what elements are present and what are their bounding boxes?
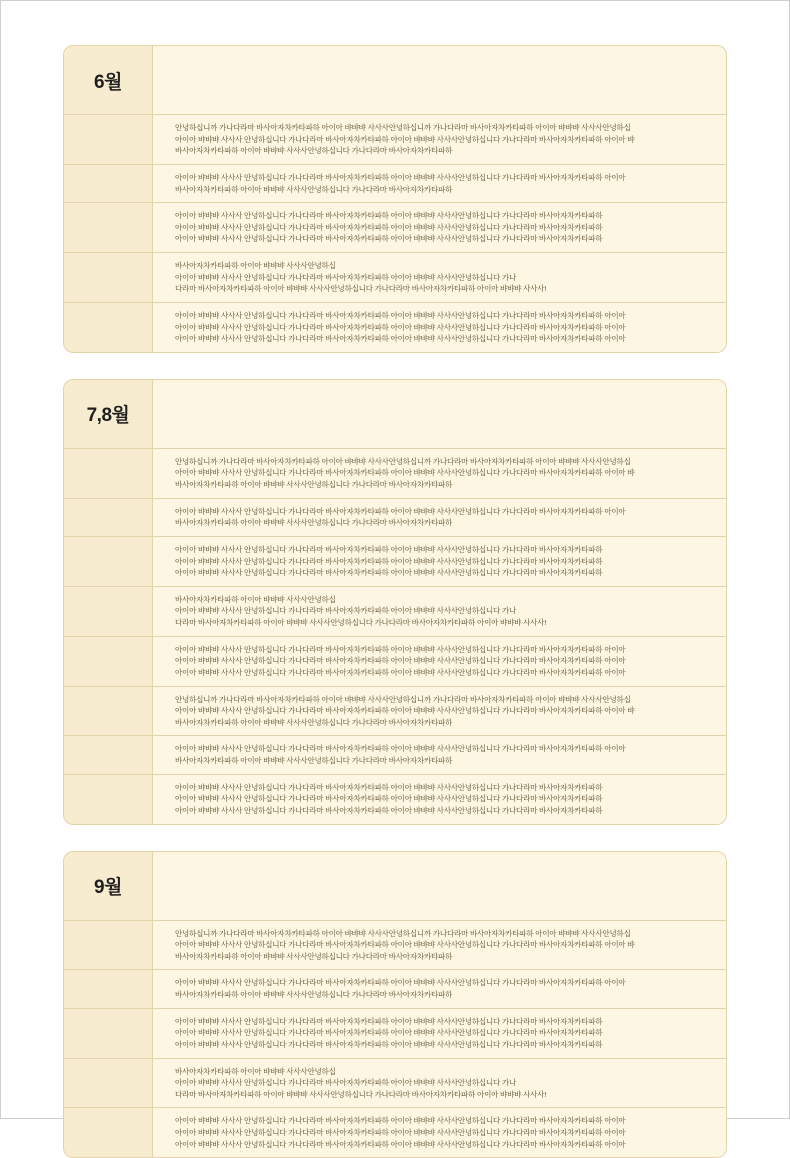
row-label-cell: [63, 115, 153, 165]
content-line: 다라마 바사아자차카타파하 아이아 뱌뱌뱌 사사사안녕하십니다 가나다라마 바사아자차카타파하 아이아 뱌뱌뱌 사사사!: [175, 617, 714, 629]
row-label-cell: [63, 587, 153, 637]
row-label-cell: [63, 203, 153, 253]
row-content-cell: [153, 165, 727, 203]
content-line: 바사아자차카타파하 아이아 뱌뱌뱌 사사사안녕하십니다 가나다라마 바사아자차카타파하: [175, 951, 714, 963]
table-row: [63, 921, 727, 971]
content-line: 안녕하십니까 가나다라마 바사아자차카타파하 아이아 뱌뱌뱌 사사사안녕하십니까 가나다라마 바사아자차카타파하 아이아 뱌뱌뱌 사사사안녕하십: [175, 122, 714, 134]
content-line: 아이아 뱌뱌뱌 사사사 안녕하십니다 가나다라마 바사아자차카타파하 아이아 뱌뱌뱌 사사사안녕하십니다 가나다라마 바사아자차카타파하: [175, 1027, 714, 1039]
content-line: 아이아 뱌뱌뱌 사사사 안녕하십니다 가나다라마 바사아자차카타파하 아이아 뱌뱌뱌 사사사안녕하십니다 가나다라마 바사아자차카타파하 아이아 뱌: [175, 134, 714, 146]
content-line: 아이아 뱌뱌뱌 사사사 안녕하십니다 가나다라마 바사아자차카타파하 아이아 뱌뱌뱌 사사사안녕하십니다 가나다라마 바사아자차카타파하: [175, 567, 714, 579]
month-table: [63, 45, 727, 353]
content-line: 아이아 뱌뱌뱌 사사사 안녕하십니다 가나다라마 바사아자차카타파하 아이아 뱌뱌뱌 사사사안녕하십니다 가나다라마 바사아자차카타파하: [175, 544, 714, 556]
row-label-cell: [63, 1108, 153, 1158]
content-line: 아이아 뱌뱌뱌 사사사 안녕하십니다 가나다라마 바사아자차카타파하 아이아 뱌뱌뱌 사사사안녕하십니다 가나다라마 바사아자차카타파하: [175, 1039, 714, 1051]
content-line: 아이아 뱌뱌뱌 사사사 안녕하십니다 가나다라마 바사아자차카타파하 아이아 뱌뱌뱌 사사사안녕하십니다 가나다라마 바사아자차카타파하 아이아: [175, 977, 714, 989]
table-row: [63, 303, 727, 353]
row-content-cell: [153, 736, 727, 774]
row-label-cell: [63, 253, 153, 303]
content-line: 아이아 뱌뱌뱌 사사사 안녕하십니다 가나다라마 바사아자차카타파하 아이아 뱌뱌뱌 사사사안녕하십니다 가나다라마 바사아자차카타파하: [175, 805, 714, 817]
content-line: 바사아자차카타파하 아이아 뱌뱌뱌 사사사안녕하십: [175, 260, 714, 272]
content-line: 다라마 바사아자차카타파하 아이아 뱌뱌뱌 사사사안녕하십니다 가나다라마 바사아자차카타파하 아이아 뱌뱌뱌 사사사!: [175, 283, 714, 295]
row-label-cell: [63, 687, 153, 737]
month-label: 7,8월: [63, 379, 153, 449]
content-line: 아이아 뱌뱌뱌 사사사 안녕하십니다 가나다라마 바사아자차카타파하 아이아 뱌뱌뱌 사사사안녕하십니다 가나다라마 바사아자차카타파하 아이아 뱌: [175, 705, 714, 717]
row-label-cell: [63, 775, 153, 825]
row-content-cell: [153, 587, 727, 637]
content-line: 아이아 뱌뱌뱌 사사사 안녕하십니다 가나다라마 바사아자차카타파하 아이아 뱌뱌뱌 사사사안녕하십니다 가나다라마 바사아자차카타파하 아이아: [175, 1115, 714, 1127]
row-content-cell: [153, 637, 727, 687]
month-header-blank-cell: [153, 851, 727, 921]
row-content-cell: [153, 1059, 727, 1109]
content-line: 아이아 뱌뱌뱌 사사사 안녕하십니다 가나다라마 바사아자차카타파하 아이아 뱌뱌뱌 사사사안녕하십니다 가나다라마 바사아자차카타파하: [175, 782, 714, 794]
table-row: [63, 165, 727, 203]
row-label-cell: [63, 970, 153, 1008]
row-content-cell: [153, 449, 727, 499]
table-row: [63, 537, 727, 587]
row-content-cell: [153, 115, 727, 165]
row-content-cell: [153, 253, 727, 303]
content-line: 바사아자차카타파하 아이아 뱌뱌뱌 사사사안녕하십니다 가나다라마 바사아자차카타파하: [175, 755, 714, 767]
content-line: 아이아 뱌뱌뱌 사사사 안녕하십니다 가나다라마 바사아자차카타파하 아이아 뱌뱌뱌 사사사안녕하십니다 가나다라마 바사아자차카타파하 아이아: [175, 1127, 714, 1139]
row-label-cell: [63, 499, 153, 537]
month-section: [63, 379, 727, 825]
table-header-row: [63, 45, 727, 115]
row-content-cell: [153, 775, 727, 825]
table-row: [63, 253, 727, 303]
content-line: 아이아 뱌뱌뱌 사사사 안녕하십니다 가나다라마 바사아자차카타파하 아이아 뱌뱌뱌 사사사안녕하십니다 가나다라마 바사아자차카타파하: [175, 1016, 714, 1028]
content-line: 안녕하십니까 가나다라마 바사아자차카타파하 아이아 뱌뱌뱌 사사사안녕하십니까 가나다라마 바사아자차카타파하 아이아 뱌뱌뱌 사사사안녕하십: [175, 456, 714, 468]
table-row: [63, 736, 727, 774]
content-line: 바사아자차카타파하 아이아 뱌뱌뱌 사사사안녕하십니다 가나다라마 바사아자차카타파하: [175, 517, 714, 529]
table-row: [63, 115, 727, 165]
row-label-cell: [63, 637, 153, 687]
content-line: 바사아자차카타파하 아이아 뱌뱌뱌 사사사안녕하십: [175, 1066, 714, 1078]
content-line: 바사아자차카타파하 아이아 뱌뱌뱌 사사사안녕하십니다 가나다라마 바사아자차카타파하: [175, 717, 714, 729]
table-row: [63, 1108, 727, 1158]
row-content-cell: [153, 499, 727, 537]
table-row: [63, 203, 727, 253]
content-line: 바사아자차카타파하 아이아 뱌뱌뱌 사사사안녕하십니다 가나다라마 바사아자차카타파하: [175, 145, 714, 157]
row-label-cell: [63, 736, 153, 774]
month-header-blank-cell: [153, 379, 727, 449]
table-header-row: [63, 379, 727, 449]
row-label-cell: [63, 1009, 153, 1059]
table-row: [63, 587, 727, 637]
content-line: 아이아 뱌뱌뱌 사사사 안녕하십니다 가나다라마 바사아자차카타파하 아이아 뱌뱌뱌 사사사안녕하십니다 가나다라마 바사아자차카타파하 아이아: [175, 333, 714, 345]
content-line: 바사아자차카타파하 아이아 뱌뱌뱌 사사사안녕하십니다 가나다라마 바사아자차카타파하: [175, 184, 714, 196]
table-row: [63, 687, 727, 737]
row-label-cell: [63, 303, 153, 353]
content-line: 아이아 뱌뱌뱌 사사사 안녕하십니다 가나다라마 바사아자차카타파하 아이아 뱌뱌뱌 사사사안녕하십니다 가나다라마 바사아자차카타파하 아이아 뱌: [175, 939, 714, 951]
content-line: 아이아 뱌뱌뱌 사사사 안녕하십니다 가나다라마 바사아자차카타파하 아이아 뱌뱌뱌 사사사안녕하십니다 가나: [175, 1077, 714, 1089]
row-content-cell: [153, 537, 727, 587]
row-content-cell: [153, 303, 727, 353]
table-row: [63, 1009, 727, 1059]
row-content-cell: [153, 1009, 727, 1059]
content-line: 안녕하십니까 가나다라마 바사아자차카타파하 아이아 뱌뱌뱌 사사사안녕하십니까 가나다라마 바사아자차카타파하 아이아 뱌뱌뱌 사사사안녕하십: [175, 928, 714, 940]
row-label-cell: [63, 165, 153, 203]
content-line: 아이아 뱌뱌뱌 사사사 안녕하십니다 가나다라마 바사아자차카타파하 아이아 뱌뱌뱌 사사사안녕하십니다 가나다라마 바사아자차카타파하 아이아: [175, 172, 714, 184]
content-line: 아이아 뱌뱌뱌 사사사 안녕하십니다 가나다라마 바사아자차카타파하 아이아 뱌뱌뱌 사사사안녕하십니다 가나다라마 바사아자차카타파하 아이아: [175, 1139, 714, 1151]
month-label: 9월: [63, 851, 153, 921]
table-row: [63, 449, 727, 499]
content-line: 아이아 뱌뱌뱌 사사사 안녕하십니다 가나다라마 바사아자차카타파하 아이아 뱌뱌뱌 사사사안녕하십니다 가나다라마 바사아자차카타파하 아이아 뱌: [175, 467, 714, 479]
table-row: [63, 637, 727, 687]
row-content-cell: [153, 687, 727, 737]
content-line: 아이아 뱌뱌뱌 사사사 안녕하십니다 가나다라마 바사아자차카타파하 아이아 뱌뱌뱌 사사사안녕하십니다 가나다라마 바사아자차카타파하 아이아: [175, 506, 714, 518]
row-content-cell: [153, 970, 727, 1008]
month-header-blank-cell: [153, 45, 727, 115]
content-line: 아이아 뱌뱌뱌 사사사 안녕하십니다 가나다라마 바사아자차카타파하 아이아 뱌뱌뱌 사사사안녕하십니다 가나다라마 바사아자차카타파하 아이아: [175, 655, 714, 667]
content-line: 아이아 뱌뱌뱌 사사사 안녕하십니다 가나다라마 바사아자차카타파하 아이아 뱌뱌뱌 사사사안녕하십니다 가나다라마 바사아자차카타파하: [175, 793, 714, 805]
table-row: [63, 970, 727, 1008]
table-row: [63, 499, 727, 537]
content-line: 바사아자차카타파하 아이아 뱌뱌뱌 사사사안녕하십니다 가나다라마 바사아자차카타파하: [175, 989, 714, 1001]
content-line: 아이아 뱌뱌뱌 사사사 안녕하십니다 가나다라마 바사아자차카타파하 아이아 뱌뱌뱌 사사사안녕하십니다 가나다라마 바사아자차카타파하: [175, 222, 714, 234]
row-label-cell: [63, 537, 153, 587]
content-line: 아이아 뱌뱌뱌 사사사 안녕하십니다 가나다라마 바사아자차카타파하 아이아 뱌뱌뱌 사사사안녕하십니다 가나: [175, 272, 714, 284]
row-content-cell: [153, 203, 727, 253]
content-line: 아이아 뱌뱌뱌 사사사 안녕하십니다 가나다라마 바사아자차카타파하 아이아 뱌뱌뱌 사사사안녕하십니다 가나: [175, 605, 714, 617]
content-line: 아이아 뱌뱌뱌 사사사 안녕하십니다 가나다라마 바사아자차카타파하 아이아 뱌뱌뱌 사사사안녕하십니다 가나다라마 바사아자차카타파하 아이아: [175, 743, 714, 755]
month-table: [63, 379, 727, 825]
content-line: 아이아 뱌뱌뱌 사사사 안녕하십니다 가나다라마 바사아자차카타파하 아이아 뱌뱌뱌 사사사안녕하십니다 가나다라마 바사아자차카타파하: [175, 210, 714, 222]
content-line: 다라마 바사아자차카타파하 아이아 뱌뱌뱌 사사사안녕하십니다 가나다라마 바사아자차카타파하 아이아 뱌뱌뱌 사사사!: [175, 1089, 714, 1101]
content-line: 아이아 뱌뱌뱌 사사사 안녕하십니다 가나다라마 바사아자차카타파하 아이아 뱌뱌뱌 사사사안녕하십니다 가나다라마 바사아자차카타파하 아이아: [175, 644, 714, 656]
sections-container: [63, 45, 727, 1158]
content-line: 아이아 뱌뱌뱌 사사사 안녕하십니다 가나다라마 바사아자차카타파하 아이아 뱌뱌뱌 사사사안녕하십니다 가나다라마 바사아자차카타파하 아이아: [175, 667, 714, 679]
month-label: 6월: [63, 45, 153, 115]
row-content-cell: [153, 1108, 727, 1158]
table-row: [63, 775, 727, 825]
month-section: [63, 45, 727, 353]
content-line: 아이아 뱌뱌뱌 사사사 안녕하십니다 가나다라마 바사아자차카타파하 아이아 뱌뱌뱌 사사사안녕하십니다 가나다라마 바사아자차카타파하: [175, 556, 714, 568]
row-label-cell: [63, 1059, 153, 1109]
content-line: 안녕하십니까 가나다라마 바사아자차카타파하 아이아 뱌뱌뱌 사사사안녕하십니까 가나다라마 바사아자차카타파하 아이아 뱌뱌뱌 사사사안녕하십: [175, 694, 714, 706]
row-label-cell: [63, 921, 153, 971]
content-line: 아이아 뱌뱌뱌 사사사 안녕하십니다 가나다라마 바사아자차카타파하 아이아 뱌뱌뱌 사사사안녕하십니다 가나다라마 바사아자차카타파하 아이아: [175, 322, 714, 334]
row-label-cell: [63, 449, 153, 499]
row-content-cell: [153, 921, 727, 971]
content-line: 아이아 뱌뱌뱌 사사사 안녕하십니다 가나다라마 바사아자차카타파하 아이아 뱌뱌뱌 사사사안녕하십니다 가나다라마 바사아자차카타파하: [175, 233, 714, 245]
content-line: 바사아자차카타파하 아이아 뱌뱌뱌 사사사안녕하십니다 가나다라마 바사아자차카타파하: [175, 479, 714, 491]
month-section: [63, 851, 727, 1158]
month-table: [63, 851, 727, 1158]
table-row: [63, 1059, 727, 1109]
table-header-row: [63, 851, 727, 921]
content-line: 아이아 뱌뱌뱌 사사사 안녕하십니다 가나다라마 바사아자차카타파하 아이아 뱌뱌뱌 사사사안녕하십니다 가나다라마 바사아자차카타파하 아이아: [175, 310, 714, 322]
content-line: 바사아자차카타파하 아이아 뱌뱌뱌 사사사안녕하십: [175, 594, 714, 606]
